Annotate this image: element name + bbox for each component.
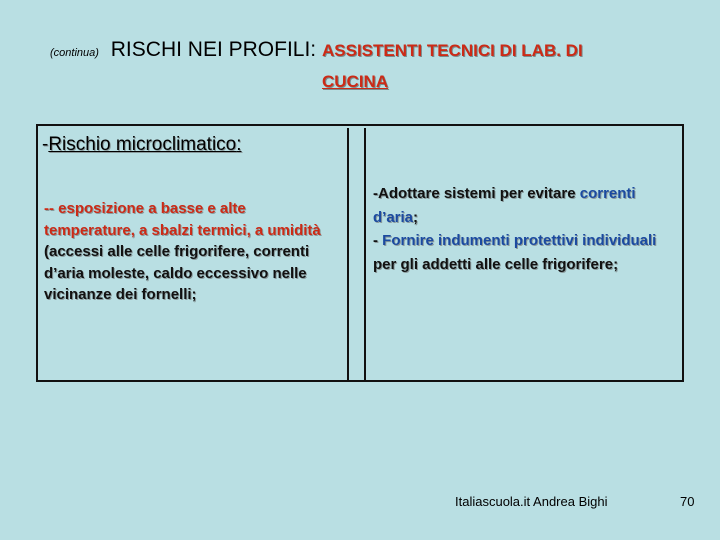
continua-label: (continua) bbox=[50, 47, 99, 59]
title-line-1 bbox=[50, 38, 583, 62]
title-highlight-line1: ASSISTENTI TECNICI DI LAB. DI bbox=[321, 41, 583, 60]
risk-dash: -- bbox=[44, 200, 54, 217]
risk-rest-text: (accessi alle celle frigorifere, correnti d’aria moleste, caldo eccessivo nelle vicinanze dei fornelli; bbox=[44, 243, 310, 303]
title-prefix: RISCHI NEI PROFILI: bbox=[110, 38, 317, 61]
heading-dash: - bbox=[42, 134, 49, 155]
measure1-blue: correnti d’aria bbox=[373, 185, 636, 226]
column-divider-secondary bbox=[364, 128, 366, 382]
measure2-blue: Fornire indumenti protettivi individuali bbox=[382, 232, 657, 249]
risk-heading bbox=[42, 134, 242, 156]
heading-text: Rischio microclimatico bbox=[48, 134, 237, 155]
measure1-prefix: -Adottare sistemi per evitare bbox=[373, 185, 580, 202]
risk-red-text: esposizione a basse e alte temperature, a sbalzi termici, a umidità bbox=[44, 200, 321, 239]
risk-description bbox=[44, 198, 340, 306]
title-highlight-line2: CUCINA bbox=[322, 72, 389, 91]
measures-text bbox=[373, 182, 679, 276]
footer-author: Italiascuola.it Andrea Bighi bbox=[455, 494, 608, 509]
measure1-end: ; bbox=[413, 208, 419, 226]
measure2-dash: - bbox=[373, 232, 383, 249]
column-divider bbox=[347, 128, 349, 382]
page-number: 70 bbox=[680, 494, 695, 509]
measure2-rest: per gli addetti alle celle frigorifere; bbox=[373, 255, 619, 273]
heading-colon: : bbox=[236, 134, 242, 155]
title-line-2 bbox=[322, 72, 388, 92]
